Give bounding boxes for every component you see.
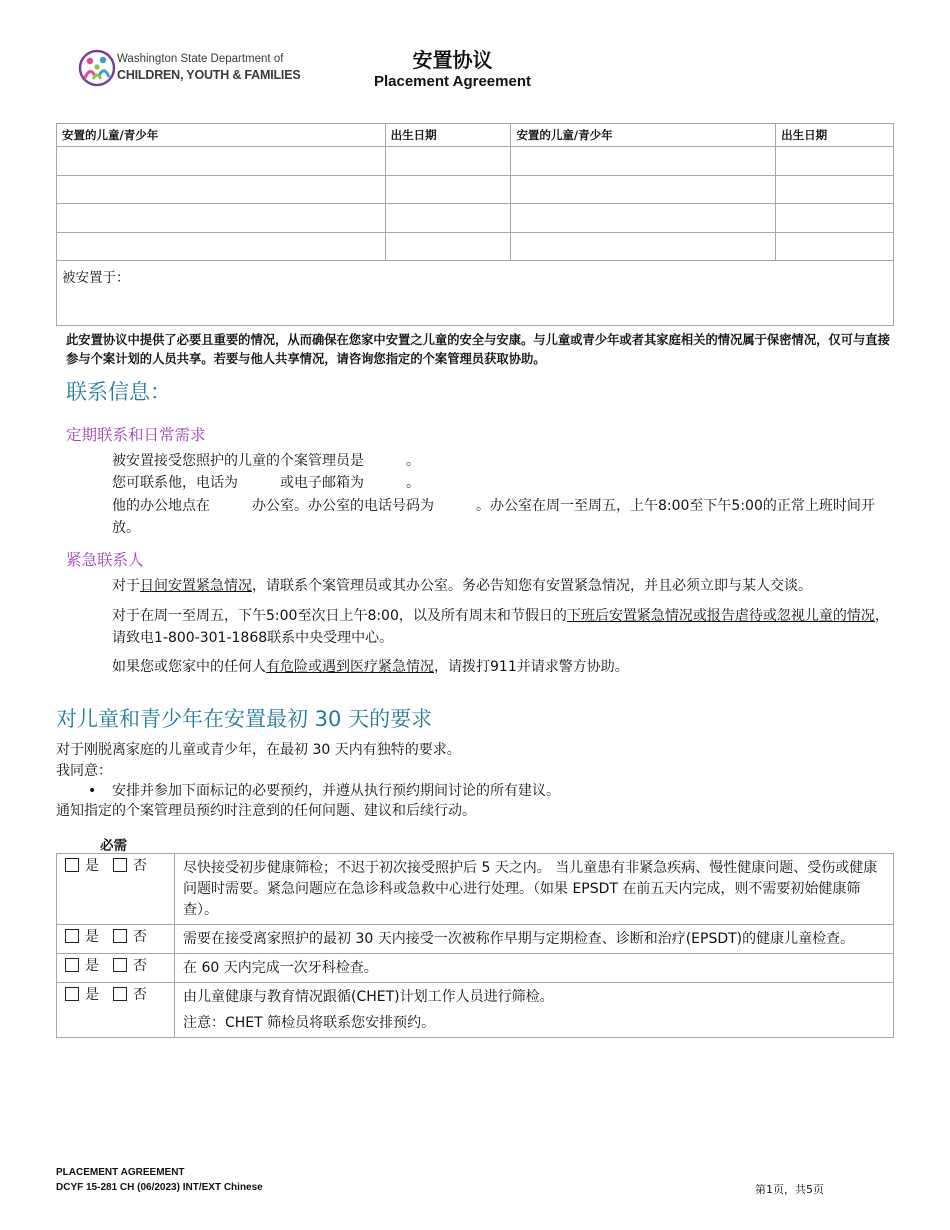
yes-checkbox[interactable] bbox=[65, 958, 79, 972]
child-name-field[interactable] bbox=[57, 147, 386, 176]
dob-field[interactable] bbox=[385, 232, 511, 261]
child-name-field[interactable] bbox=[57, 232, 386, 261]
page-title-en: Placement Agreement bbox=[373, 73, 531, 90]
dob-field[interactable] bbox=[776, 204, 894, 233]
yes-checkbox[interactable] bbox=[65, 987, 79, 1001]
requirement-note: 注意：CHET 筛检员将联系您安排预约。 bbox=[183, 1015, 436, 1031]
page-title-zh: 安置协议 bbox=[412, 48, 493, 72]
no-checkbox[interactable] bbox=[113, 929, 127, 943]
no-checkbox[interactable] bbox=[113, 858, 127, 872]
requirement-text: 需要在接受离家照护的最初 30 天内接受一次被称作早期与定期检查、诊断和治疗(EPSDT)的健康儿童检查。 bbox=[175, 925, 894, 954]
contact-heading: 联系信息： bbox=[66, 380, 171, 404]
agree-bullet: • 安排并参加下面标记的必要预约，并遵从执行预约期间讨论的所有建议。 bbox=[88, 783, 560, 799]
requirement-text: 尽快接受初步健康筛检；不迟于初次接受照护后 5 天之内。 当儿童患有非紧急疾病、慢性健康问题、受伤或健康问题时需要。紧急问题应在急诊科或急救中心进行处理。（如果 EPSDT 在前五天内完成，则不需要初始健康筛查）。 bbox=[175, 854, 894, 925]
dcyf-logo bbox=[78, 48, 301, 90]
yes-checkbox[interactable] bbox=[65, 858, 79, 872]
requirements-heading: 对儿童和青少年在安置最初 30 天的要求 bbox=[56, 707, 433, 731]
requirement-text: 在 60 天内完成一次牙科检查。 bbox=[175, 954, 894, 983]
family-logo-icon bbox=[78, 48, 116, 88]
col-dob-2: 出生日期 bbox=[776, 124, 894, 147]
no-checkbox[interactable] bbox=[113, 987, 127, 1001]
notify-line: 通知指定的个案管理员预约时注意到的任何问题、建议和后续行动。 bbox=[56, 803, 476, 819]
placed-at-label: 被安置于： bbox=[62, 270, 130, 286]
logo-line2: CHILDREN, YOUTH & FAMILIES bbox=[117, 68, 301, 82]
confidentiality-notice: 此安置协议中提供了必要且重要的情况，从而确保在您家中安置之儿童的安全与安康。与儿童或青少年或者其家庭相关的情况属于保密情况，仅可与直接参与个案计划的人员共享。若要与他人共享情况，请咨询您指定的个案管理员获取协助。 bbox=[66, 333, 890, 366]
requirements-table bbox=[56, 853, 894, 1038]
child-name-field[interactable] bbox=[511, 175, 776, 204]
after-hours-emergency-line: 对于在周一至周五，下午5:00至次日上午8:00，以及所有周末和节假日的下班后安置紧急情况或报告虐待或忽视儿童的情况，请致电1-800-301-1868联系中央受理中心。 bbox=[112, 608, 889, 646]
dob-field[interactable] bbox=[776, 175, 894, 204]
placed-at-field[interactable] bbox=[57, 261, 894, 326]
daytime-emergency-line: 对于日间安置紧急情况，请联系个案管理员或其办公室。务必告知您有安置紧急情况，并且必须立即与某人交谈。 bbox=[112, 578, 812, 594]
dob-field[interactable] bbox=[385, 147, 511, 176]
danger-emergency-line: 如果您或您家中的任何人有危险或遇到医疗紧急情况，请拨打911并请求警方协助。 bbox=[112, 659, 629, 675]
requirement-row: 是 否 在 60 天内完成一次牙科检查。 bbox=[57, 954, 894, 983]
dob-field[interactable] bbox=[385, 175, 511, 204]
requirements-intro: 对于刚脱离家庭的儿童或青少年，在最初 30 天内有独特的要求。 bbox=[56, 742, 461, 758]
child-name-field[interactable] bbox=[57, 175, 386, 204]
regular-contact-heading: 定期联系和日常需求 bbox=[66, 426, 206, 444]
requirement-row: 是 否 由儿童健康与教育情况跟循(CHET)计划工作人员进行筛检。 注意：CHET 筛检员将联系您安排预约。 bbox=[57, 983, 894, 1038]
yes-checkbox[interactable] bbox=[65, 929, 79, 943]
office-info-line: 他的办公地点在 办公室。办公室的电话号码为 。办公室在周一至周五，上午8:00至下午5:00的正常上班时间开放。 bbox=[112, 498, 875, 536]
logo-line1: Washington State Department of bbox=[117, 53, 284, 65]
requirement-row: 是 否 需要在接受离家照护的最初 30 天内接受一次被称作早期与定期检查、诊断和治疗(EPSDT)的健康儿童检查。 bbox=[57, 925, 894, 954]
i-agree-label: 我同意： bbox=[56, 763, 112, 779]
footer-form-number: DCYF 15-281 CH (06/2023) INT/EXT Chinese bbox=[56, 1182, 263, 1193]
child-name-field[interactable] bbox=[511, 204, 776, 233]
requirement-row: 是 否 尽快接受初步健康筛检；不迟于初次接受照护后 5 天之内。 当儿童患有非紧急疾病、慢性健康问题、受伤或健康问题时需要。紧急问题应在急诊科或急救中心进行处理。（如果 EPSDT 在前五天内完成，则不需要初始健康筛查）。 bbox=[57, 854, 894, 925]
dob-field[interactable] bbox=[776, 147, 894, 176]
child-name-field[interactable] bbox=[511, 147, 776, 176]
footer-form-title: PLACEMENT AGREEMENT bbox=[56, 1167, 185, 1178]
dob-field[interactable] bbox=[385, 204, 511, 233]
no-checkbox[interactable] bbox=[113, 958, 127, 972]
placement-table bbox=[56, 123, 894, 326]
emergency-contact-heading: 紧急联系人 bbox=[66, 551, 144, 569]
page-number: 第1页，共5页 bbox=[755, 1183, 824, 1196]
dob-field[interactable] bbox=[776, 232, 894, 261]
child-name-field[interactable] bbox=[57, 204, 386, 233]
case-manager-line: 被安置接受您照护的儿童的个案管理员是 。 bbox=[112, 453, 420, 469]
required-label: 必需 bbox=[100, 838, 127, 854]
col-child-1: 安置的儿童/青少年 bbox=[57, 124, 386, 147]
requirement-text: 由儿童健康与教育情况跟循(CHET)计划工作人员进行筛检。 bbox=[183, 989, 554, 1005]
child-name-field[interactable] bbox=[511, 232, 776, 261]
col-dob-1: 出生日期 bbox=[385, 124, 511, 147]
col-child-2: 安置的儿童/青少年 bbox=[511, 124, 776, 147]
contact-phone-email-line: 您可联系他，电话为 或电子邮箱为 。 bbox=[112, 475, 420, 491]
